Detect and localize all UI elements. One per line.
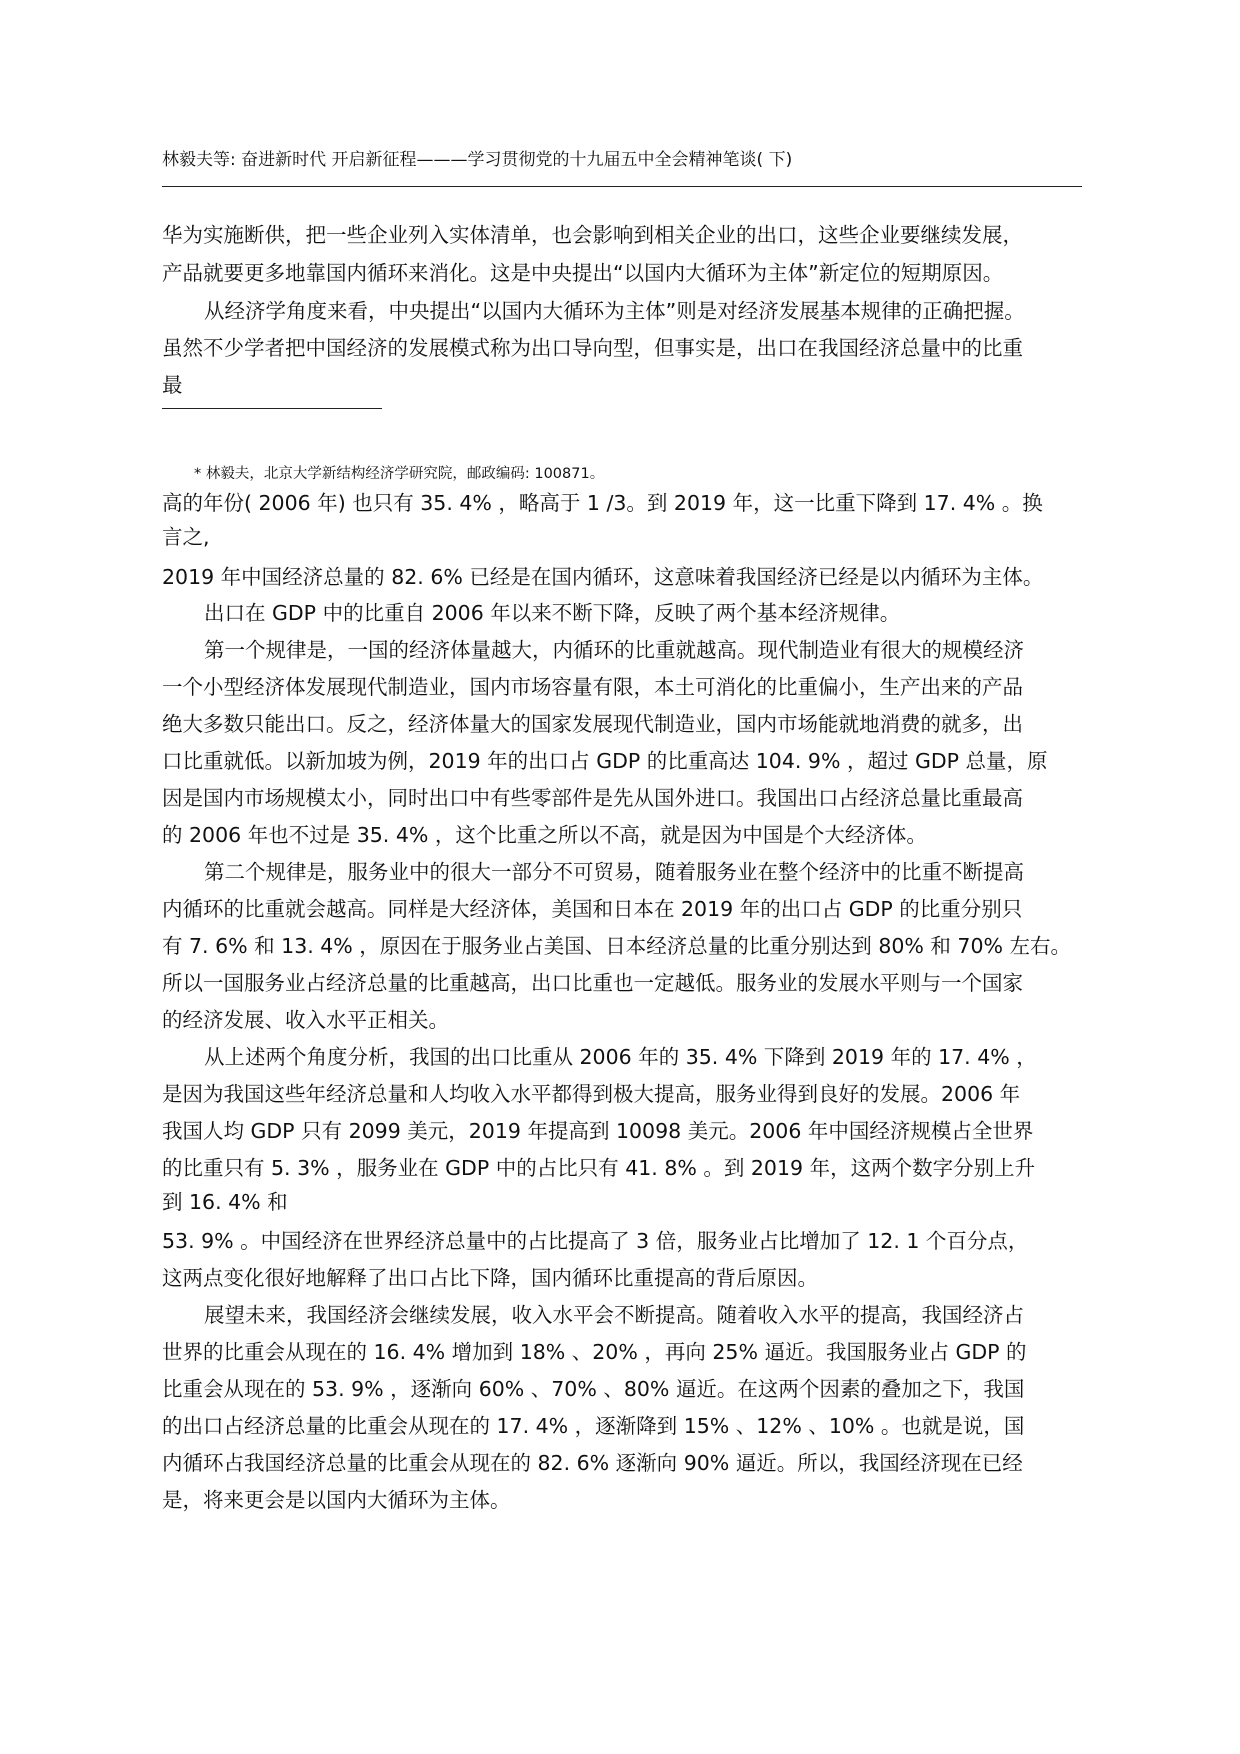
body-line: 的经济发展、收入水平正相关。 [162, 1008, 449, 1032]
body-line: 的 2006 年也不过是 35. 4% ，这个比重之所以不高，就是因为中国是个大经济体。 [162, 823, 927, 847]
body-line: 所以一国服务业占经济总量的比重越高，出口比重也一定越低。服务业的发展水平则与一个国家 [162, 971, 1023, 995]
body-line: 高的年份( 2006 年) 也只有 35. 4% ，略高于 1 /3。到 2019 年，这一比重下降到 17. 4% 。换 [162, 491, 1043, 515]
body-line: 虽然不少学者把中国经济的发展模式称为出口导向型，但事实是，出口在我国经济总量中的比重 [162, 336, 1023, 360]
footnote: * 林毅夫，北京大学新结构经济学研究院，邮政编码: 100871。 [194, 466, 605, 482]
body-line: 的比重只有 5. 3% ，服务业在 GDP 中的占比只有 41. 8% 。到 2019 年，这两个数字分别上升 [162, 1156, 1036, 1180]
body-line: 53. 9% 。中国经济在世界经济总量中的占比提高了 3 倍，服务业占比增加了 12. 1 个百分点， [162, 1229, 1029, 1253]
body-line: 内循环占我国经济总量的比重会从现在的 82. 6% 逐渐向 90% 逼近。所以，我国经济现在已经 [162, 1451, 1023, 1475]
body-line: 第二个规律是，服务业中的很大一部分不可贸易，随着服务业在整个经济中的比重不断提高 [204, 860, 1024, 884]
body-line: 内循环的比重就会越高。同样是大经济体，美国和日本在 2019 年的出口占 GDP 的比重分别只 [162, 897, 1023, 921]
body-line: 因是国内市场规模太小，同时出口中有些零部件是先从国外进口。我国出口占经济总量比重最高 [162, 786, 1023, 810]
body-line: 有 7. 6% 和 13. 4% ，原因在于服务业占美国、日本经济总量的比重分别达到 80% 和 70% 左右。 [162, 934, 1071, 958]
body-line: 的出口占经济总量的比重会从现在的 17. 4% ，逐渐降到 15% 、12% 、10% 。也就是说，国 [162, 1414, 1025, 1438]
body-line: 从上述两个角度分析，我国的出口比重从 2006 年的 35. 4% 下降到 2019 年的 17. 4% ， [204, 1045, 1037, 1069]
body-line: 这两点变化很好地解释了出口占比下降，国内循环比重提高的背后原因。 [162, 1266, 818, 1290]
body-line: 展望未来，我国经济会继续发展，收入水平会不断提高。随着收入水平的提高，我国经济占 [204, 1303, 1024, 1327]
body-line: 华为实施断供，把一些企业列入实体清单，也会影响到相关企业的出口，这些企业要继续发展， [162, 223, 1023, 247]
body-line: 绝大多数只能出口。反之，经济体量大的国家发展现代制造业，国内市场能就地消费的就多，出 [162, 712, 1023, 736]
body-line: 言之, [162, 525, 210, 549]
body-line: 口比重就低。以新加坡为例，2019 年的出口占 GDP 的比重高达 104. 9% ，超过 GDP 总量，原 [162, 749, 1048, 773]
body-line: 到 16. 4% 和 [162, 1190, 288, 1214]
body-line: 是因为我国这些年经济总量和人均收入水平都得到极大提高，服务业得到良好的发展。2006 年 [162, 1082, 1021, 1106]
body-line: 是，将来更会是以国内大循环为主体。 [162, 1488, 511, 1512]
body-line: 最 [162, 373, 183, 397]
body-line: 一个小型经济体发展现代制造业，国内市场容量有限，本土可消化的比重偏小，生产出来的产品 [162, 675, 1023, 699]
body-line: 第一个规律是，一国的经济体量越大，内循环的比重就越高。现代制造业有很大的规模经济 [204, 638, 1024, 662]
footnote-divider [162, 408, 382, 409]
body-line: 我国人均 GDP 只有 2099 美元，2019 年提高到 10098 美元。2006 年中国经济规模占全世界 [162, 1119, 1034, 1143]
body-line: 产品就要更多地靠国内循环来消化。这是中央提出“以国内大循环为主体”新定位的短期原因。 [162, 261, 1004, 285]
body-line: 比重会从现在的 53. 9% ，逐渐向 60% 、70% 、80% 逼近。在这两个因素的叠加之下，我国 [162, 1377, 1025, 1401]
body-line: 2019 年中国经济总量的 82. 6% 已经是在国内循环，这意味着我国经济已经是以内循环为主体。 [162, 565, 1044, 589]
header-divider [162, 186, 1082, 187]
body-line: 从经济学角度来看，中央提出“以国内大循环为主体”则是对经济发展基本规律的正确把握。 [204, 299, 1025, 323]
body-line: 出口在 GDP 中的比重自 2006 年以来不断下降，反映了两个基本经济规律。 [204, 601, 901, 625]
running-header: 林毅夫等: 奋进新时代 开启新征程———学习贯彻党的十九届五中全会精神笔谈( 下) [162, 150, 793, 170]
body-line: 世界的比重会从现在的 16. 4% 增加到 18% 、20% ，再向 25% 逼近。我国服务业占 GDP 的 [162, 1340, 1027, 1364]
